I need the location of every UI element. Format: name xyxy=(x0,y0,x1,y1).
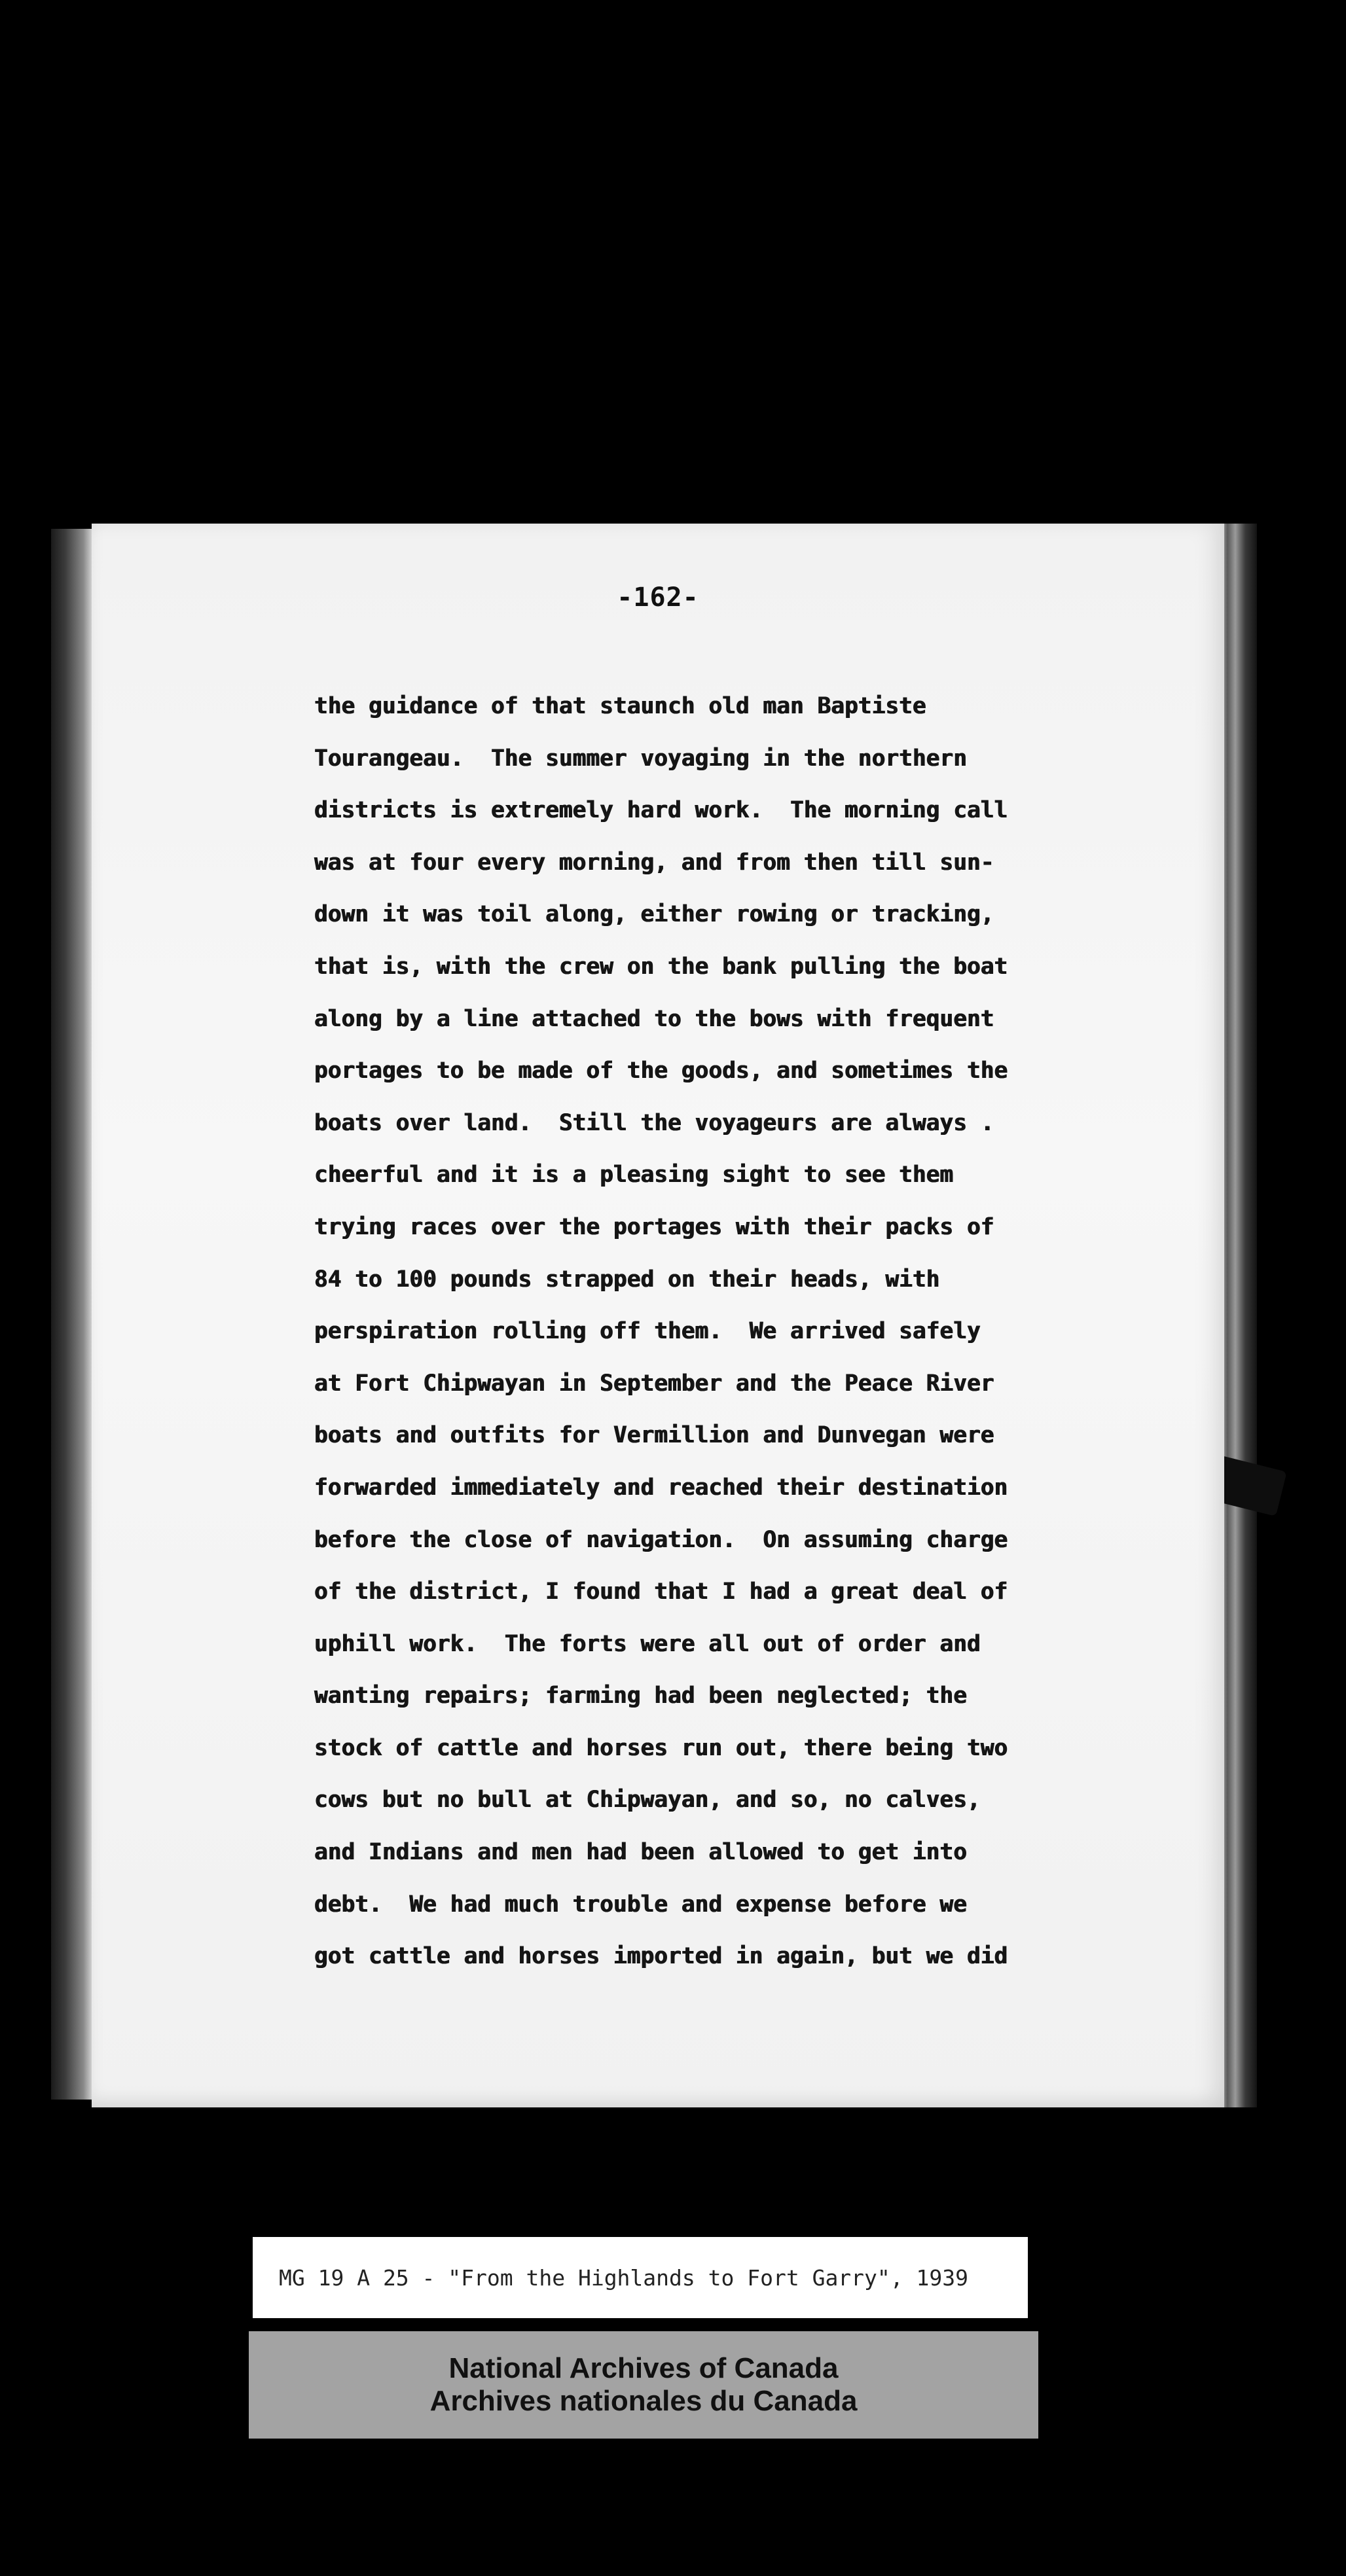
text-line: cows but no bull at Chipwayan, and so, no calves, xyxy=(314,1787,981,1814)
text-line: along by a line attached to the bows with frequent xyxy=(314,1005,994,1032)
text-line: stock of cattle and horses run out, there being two xyxy=(314,1734,1008,1761)
reference-caption: MG 19 A 25 - "From the Highlands to Fort Garry", 1939 xyxy=(253,2237,1028,2318)
text-line: that is, with the crew on the bank pulling the boat xyxy=(314,953,1008,980)
text-line: boats over land. Still the voyageurs are always . xyxy=(314,1109,994,1136)
typewritten-page xyxy=(92,524,1224,2107)
text-line: debt. We had much trouble and expense before we xyxy=(314,1891,967,1918)
text-line: of the district, I found that I had a great deal of xyxy=(314,1579,1008,1605)
text-line: wanting repairs; farming had been neglected; the xyxy=(314,1683,967,1709)
text-line: cheerful and it is a pleasing sight to see them xyxy=(314,1162,954,1189)
text-line: boats and outfits for Vermillion and Dunvegan were xyxy=(314,1422,994,1449)
text-line: before the close of navigation. On assuming charge xyxy=(314,1526,1008,1553)
text-line: down it was toil along, either rowing or tracking, xyxy=(314,901,994,928)
text-line: forwarded immediately and reached their destination xyxy=(314,1474,1008,1501)
text-line: 84 to 100 pounds strapped on their heads, with xyxy=(314,1266,940,1293)
text-line: perspiration rolling off them. We arrived safely xyxy=(314,1318,981,1345)
text-line: trying races over the portages with their packs of xyxy=(314,1213,994,1240)
text-line: and Indians and men had been allowed to get into xyxy=(314,1839,967,1866)
text-line: uphill work. The forts were all out of order and xyxy=(314,1630,981,1657)
archive-banner xyxy=(249,2331,1038,2439)
text-line: at Fort Chipwayan in September and the Peace River xyxy=(314,1370,994,1397)
archive-name-english: National Archives of Canada xyxy=(448,2352,839,2384)
text-line: districts is extremely hard work. The morning call xyxy=(314,797,1008,824)
text-line: got cattle and horses imported in again, but we did xyxy=(314,1943,1008,1970)
archive-name-french: Archives nationales du Canada xyxy=(429,2385,858,2417)
page-number: -162- xyxy=(617,582,699,613)
text-line: the guidance of that staunch old man Baptiste xyxy=(314,693,926,719)
page-stack-edge-left xyxy=(51,529,92,2100)
page-body-text xyxy=(314,681,1231,1983)
text-line: portages to be made of the goods, and sometimes the xyxy=(314,1058,1008,1084)
text-line: Tourangeau. The summer voyaging in the northern xyxy=(314,745,967,772)
text-line: was at four every morning, and from then till sun- xyxy=(314,849,994,876)
